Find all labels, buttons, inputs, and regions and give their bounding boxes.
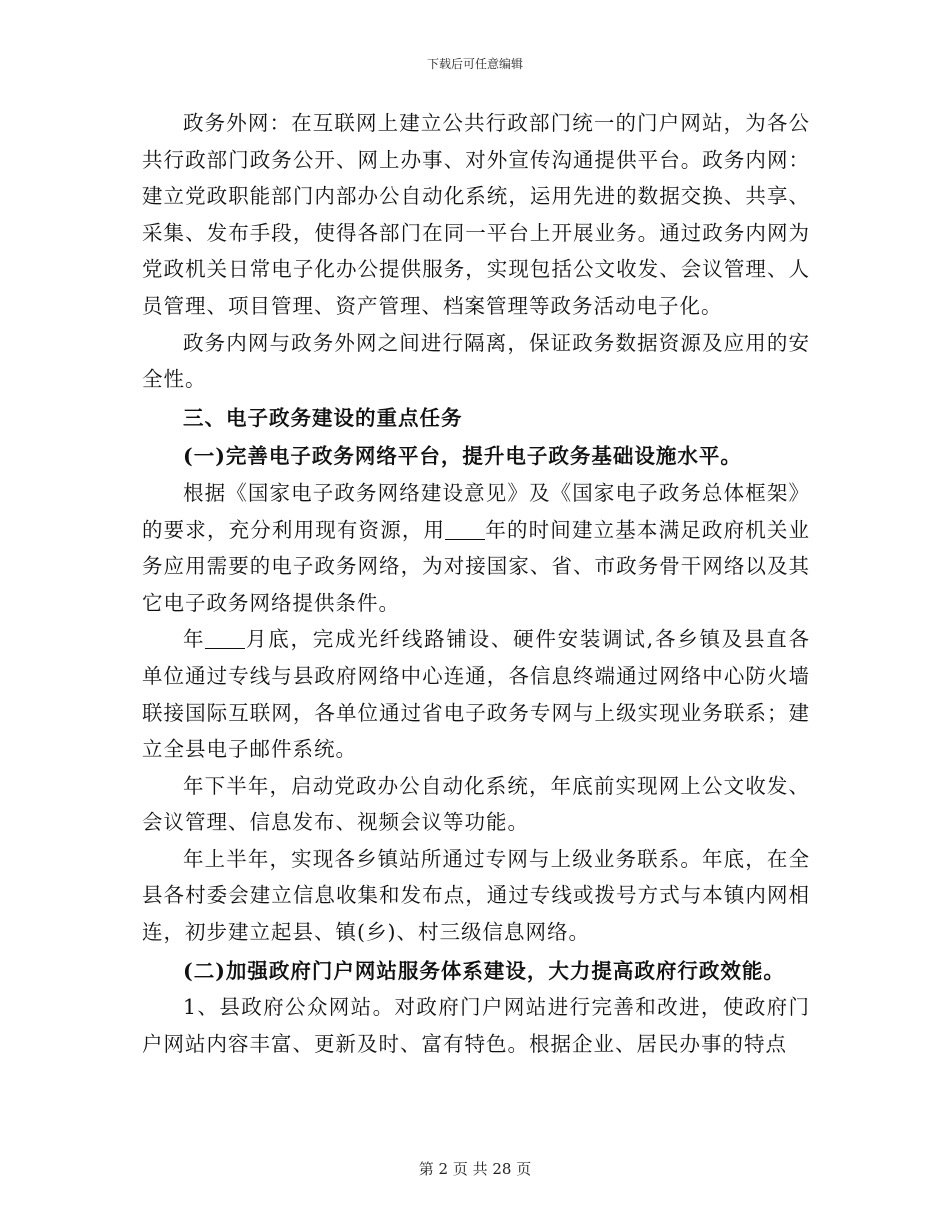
- paragraph-egov-networks: 政务外网：在互联网上建立公共行政部门统一的门户网站，为各公共行政部门政务公开、网上办事、对外宣传沟通提供平台。政务内网：建立党政职能部门内部办公自动化系统，运用先进的数据交换、共享、采集、发布手段，使得各部门在同一平台上开展业务。通过政务内网为党政机关日常电子化办公提供服务，实现包括公文收发、会议管理、人员管理、项目管理、资产管理、档案管理等政务活动电子化。: [142, 111, 810, 318]
- paragraph-village-network: 年上半年，实现各乡镇站所通过专网与上级业务联系。年底，在全县各村委会建立信息收集和发布点，通过专线或拨号方式与本镇内网相连，初步建立起县、镇(乡)、村三级信息网络。: [142, 846, 810, 945]
- paragraph-network-isolation: 政务内网与政务外网之间进行隔离，保证政务数据资源及应用的安全性。: [142, 330, 810, 392]
- paragraph-public-website: 1、县政府公众网站。对政府门户网站进行完善和改进，使政府门户网站内容丰富、更新及时、富有特色。根据企业、居民办事的特点: [142, 995, 810, 1056]
- text-segment: 年的时间建立基本满足政府机关业务应用需要的电子政务网络，为对接国家、省、市政务骨干网络以及其它电子政务网络提供条件。: [142, 517, 810, 615]
- paragraph-fiber-installation: [142, 621, 810, 767]
- page-footer: 第 2 页 共 28 页: [418, 1160, 532, 1178]
- text-segment: 根据《国家电子政务网络建设意见》及《国家电子政务总体框架》的要求，充分利用现有资源，用: [142, 480, 810, 542]
- page-header: 下载后可任意编辑: [426, 57, 523, 71]
- subsection-heading-network-platform: (一)完善电子政务网络平台，提升电子政务基础设施水平。: [183, 444, 742, 469]
- document-body: [142, 105, 810, 1062]
- subsection-heading-portal: (二)加强政府门户网站服务体系建设，大力提高政府行政效能。: [183, 958, 785, 983]
- text-segment: 月底，完成光纤线路铺设、硬件安装调试,各乡镇及县直各单位通过专线与县政府网络中心连通，各信息终端通过网络中心防火墙联接国际互联网，各单位通过省电子政务专网与上级实现业务联系；建立全县电子邮件系统。: [142, 627, 811, 762]
- section-heading-key-tasks: 三、电子政务建设的重点任务: [183, 405, 463, 430]
- paragraph-national-framework: [142, 475, 810, 621]
- text-segment: 年: [183, 627, 206, 652]
- fill-blank: [445, 518, 485, 540]
- fill-blank: [205, 628, 245, 650]
- paragraph-office-automation: 年下半年，启动党政办公自动化系统，年底前实现网上公文收发、会议管理、信息发布、视频会议等功能。: [142, 773, 810, 835]
